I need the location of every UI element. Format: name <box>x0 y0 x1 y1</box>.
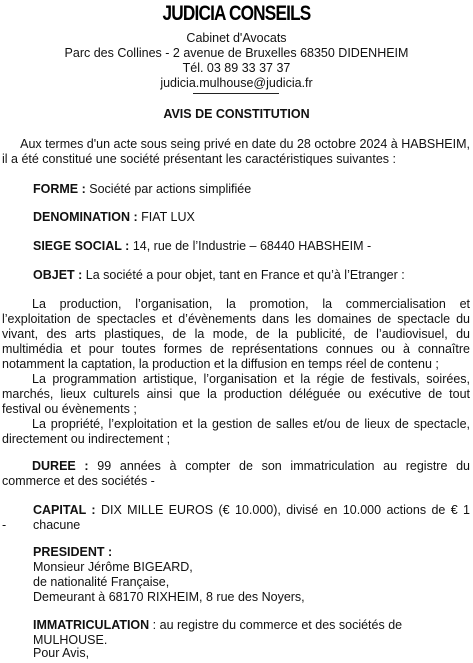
duree-line <box>2 459 470 489</box>
immatriculation-value: : au registre du commerce et des sociétés de MULHOUSE. <box>33 618 403 647</box>
siege-label: SIEGE SOCIAL : <box>33 239 130 253</box>
president-label: PRESIDENT : <box>33 545 113 559</box>
president-address: Demeurant à 68170 RIXHEIM, 8 rue des Noyers, <box>33 590 305 604</box>
president-nationality: de nationalité Française, <box>33 575 170 589</box>
firm-email: judicia.mulhouse@judicia.fr <box>160 76 313 90</box>
forme-value: Société par actions simplifiée <box>89 182 252 196</box>
objet-label: OBJET : <box>33 268 83 282</box>
immatriculation-label: IMMATRICULATION <box>33 618 150 632</box>
capital-value: DIX MILLE EUROS (€ 10.000), divisé en 10.000 actions de € 1 chacune <box>33 503 471 532</box>
firm-phone: Tél. 03 89 33 37 37 <box>182 61 291 75</box>
denomination-label: DENOMINATION : <box>33 210 138 224</box>
duree-value: 99 années à compter de son immatriculation au registre du commerce et des sociétés - <box>2 459 470 488</box>
firm-name: JUDICIA CONSEILS <box>162 2 311 25</box>
siege-line <box>33 239 470 254</box>
siege-value: 14, rue de l’Industrie – 68440 HABSHEIM - <box>132 239 372 253</box>
notice-title: AVIS DE CONSTITUTION <box>163 107 310 121</box>
firm-address: Parc des Collines - 2 avenue de Bruxelles 68350 DIDENHEIM <box>64 46 409 60</box>
denomination-line <box>33 210 470 225</box>
objet-line <box>33 268 470 283</box>
president-name: Monsieur Jérôme BIGEARD, <box>33 560 193 574</box>
capital-label: CAPITAL : <box>33 503 96 517</box>
forme-line <box>33 182 470 197</box>
header-divider <box>193 93 279 94</box>
capital-tail: - <box>2 518 7 532</box>
objet-value: La société a pour objet, tant en France et qu’à l’Etranger : <box>85 268 405 282</box>
intro-line-1: Aux termes d'un acte sous seing privé en date du 28 octobre 2024 à HABSHEIM, <box>20 137 470 151</box>
immatriculation-line <box>33 618 473 648</box>
firm-subtitle: Cabinet d'Avocats <box>186 31 287 45</box>
forme-label: FORME : <box>33 182 86 196</box>
intro-line-2: il a été constitué une société présentant les caractéristiques suivantes : <box>2 152 396 166</box>
objet-paragraph-1: La production, l’organisation, la promotion, la commercialisation et l’exploitation de spectacles et d’évènements dans les domaines de spectacle du vivant, des arts plastiques, de la mode, de la publicité, de l’audiovisuel, du multimédia et pour toutes formes de représentations connues ou à connaître notamment la captation, la production et la diffusion en temps réel de contenu ; <box>2 297 470 371</box>
closing-line: Pour Avis, <box>33 646 90 660</box>
capital-line <box>33 503 470 533</box>
duree-label: DUREE : <box>32 459 89 473</box>
denomination-value: FIAT LUX <box>141 210 195 224</box>
objet-paragraph-3: La propriété, l’exploitation et la gestion de salles et/ou de lieux de spectacle, directement ou indirectement ; <box>2 417 470 446</box>
objet-paragraph-2: La programmation artistique, l’organisation et la régie de festivals, soirées, marchés, lieux culturels ainsi que la production déléguée ou exécutive de tout festival ou évènements ; <box>2 372 470 416</box>
